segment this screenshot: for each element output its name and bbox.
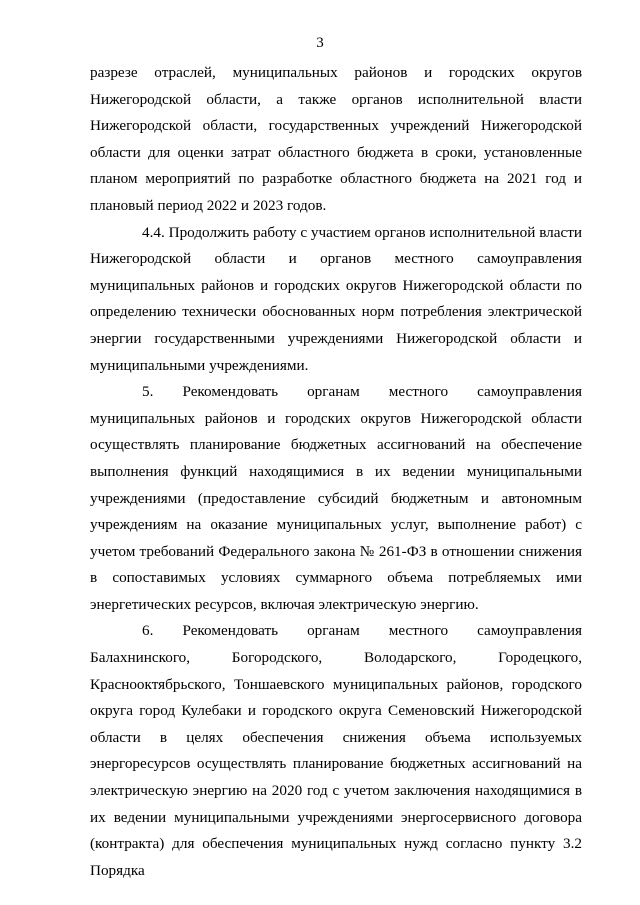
paragraph-4-4: 4.4. Продолжить работу с участием органов исполнительной власти Нижегородской области и органов местного самоуправления муниципальных районов и городских округов Нижегородской области по определению технически обоснованных норм потребления электрической энергии государственными учреждениями Нижегородской области и муниципальными учреждениями. xyxy=(90,223,582,374)
paragraph-5: 5. Рекомендовать органам местного самоуправления муниципальных районов и городских округов Нижегородской области осуществлять планирование бюджетных ассигнований на обеспечение выполнения функций находящимися в их ведении муниципальными учреждениями (предоставление субсидий бюджетным и автономным учреждениям на оказание муниципальных услуг, выполнение работ) с учетом требований Федерального закона № 261-ФЗ в отношении снижения в сопоставимых условиях суммарного объема потребляемых ими энергетических ресурсов, включая электрическую энергию. xyxy=(90,383,582,613)
paragraph-6: 6. Рекомендовать органам местного самоуправления Балахнинского, Богородского, Володарского, Городецкого, Краснооктябрьского, Тоншаевского муниципальных районов, городского округа город Кулебаки и городского округа Семеновский Нижегородской области в целях обеспечения снижения объема используемых энергоресурсов осуществлять планирование бюджетных ассигнований на электрическую энергию на 2020 год с учетом заключения находящимися в их ведении муниципальными учреждениями энергосервисного договора (контракта) для обеспечения муниципальных нужд согласно пункту 3.2 Порядка xyxy=(90,622,582,879)
page-number: 3 xyxy=(316,35,324,51)
document-body xyxy=(90,60,582,884)
paragraph-continuation: разрезе отраслей, муниципальных районов и городских округов Нижегородской области, а также органов исполнительной власти Нижегородской области, государственных учреждений Нижегородской области для оценки затрат областного бюджета в сроки, установленные планом мероприятий по разработке областного бюджета на 2021 год и плановый период 2022 и 2023 годов. xyxy=(90,64,582,214)
